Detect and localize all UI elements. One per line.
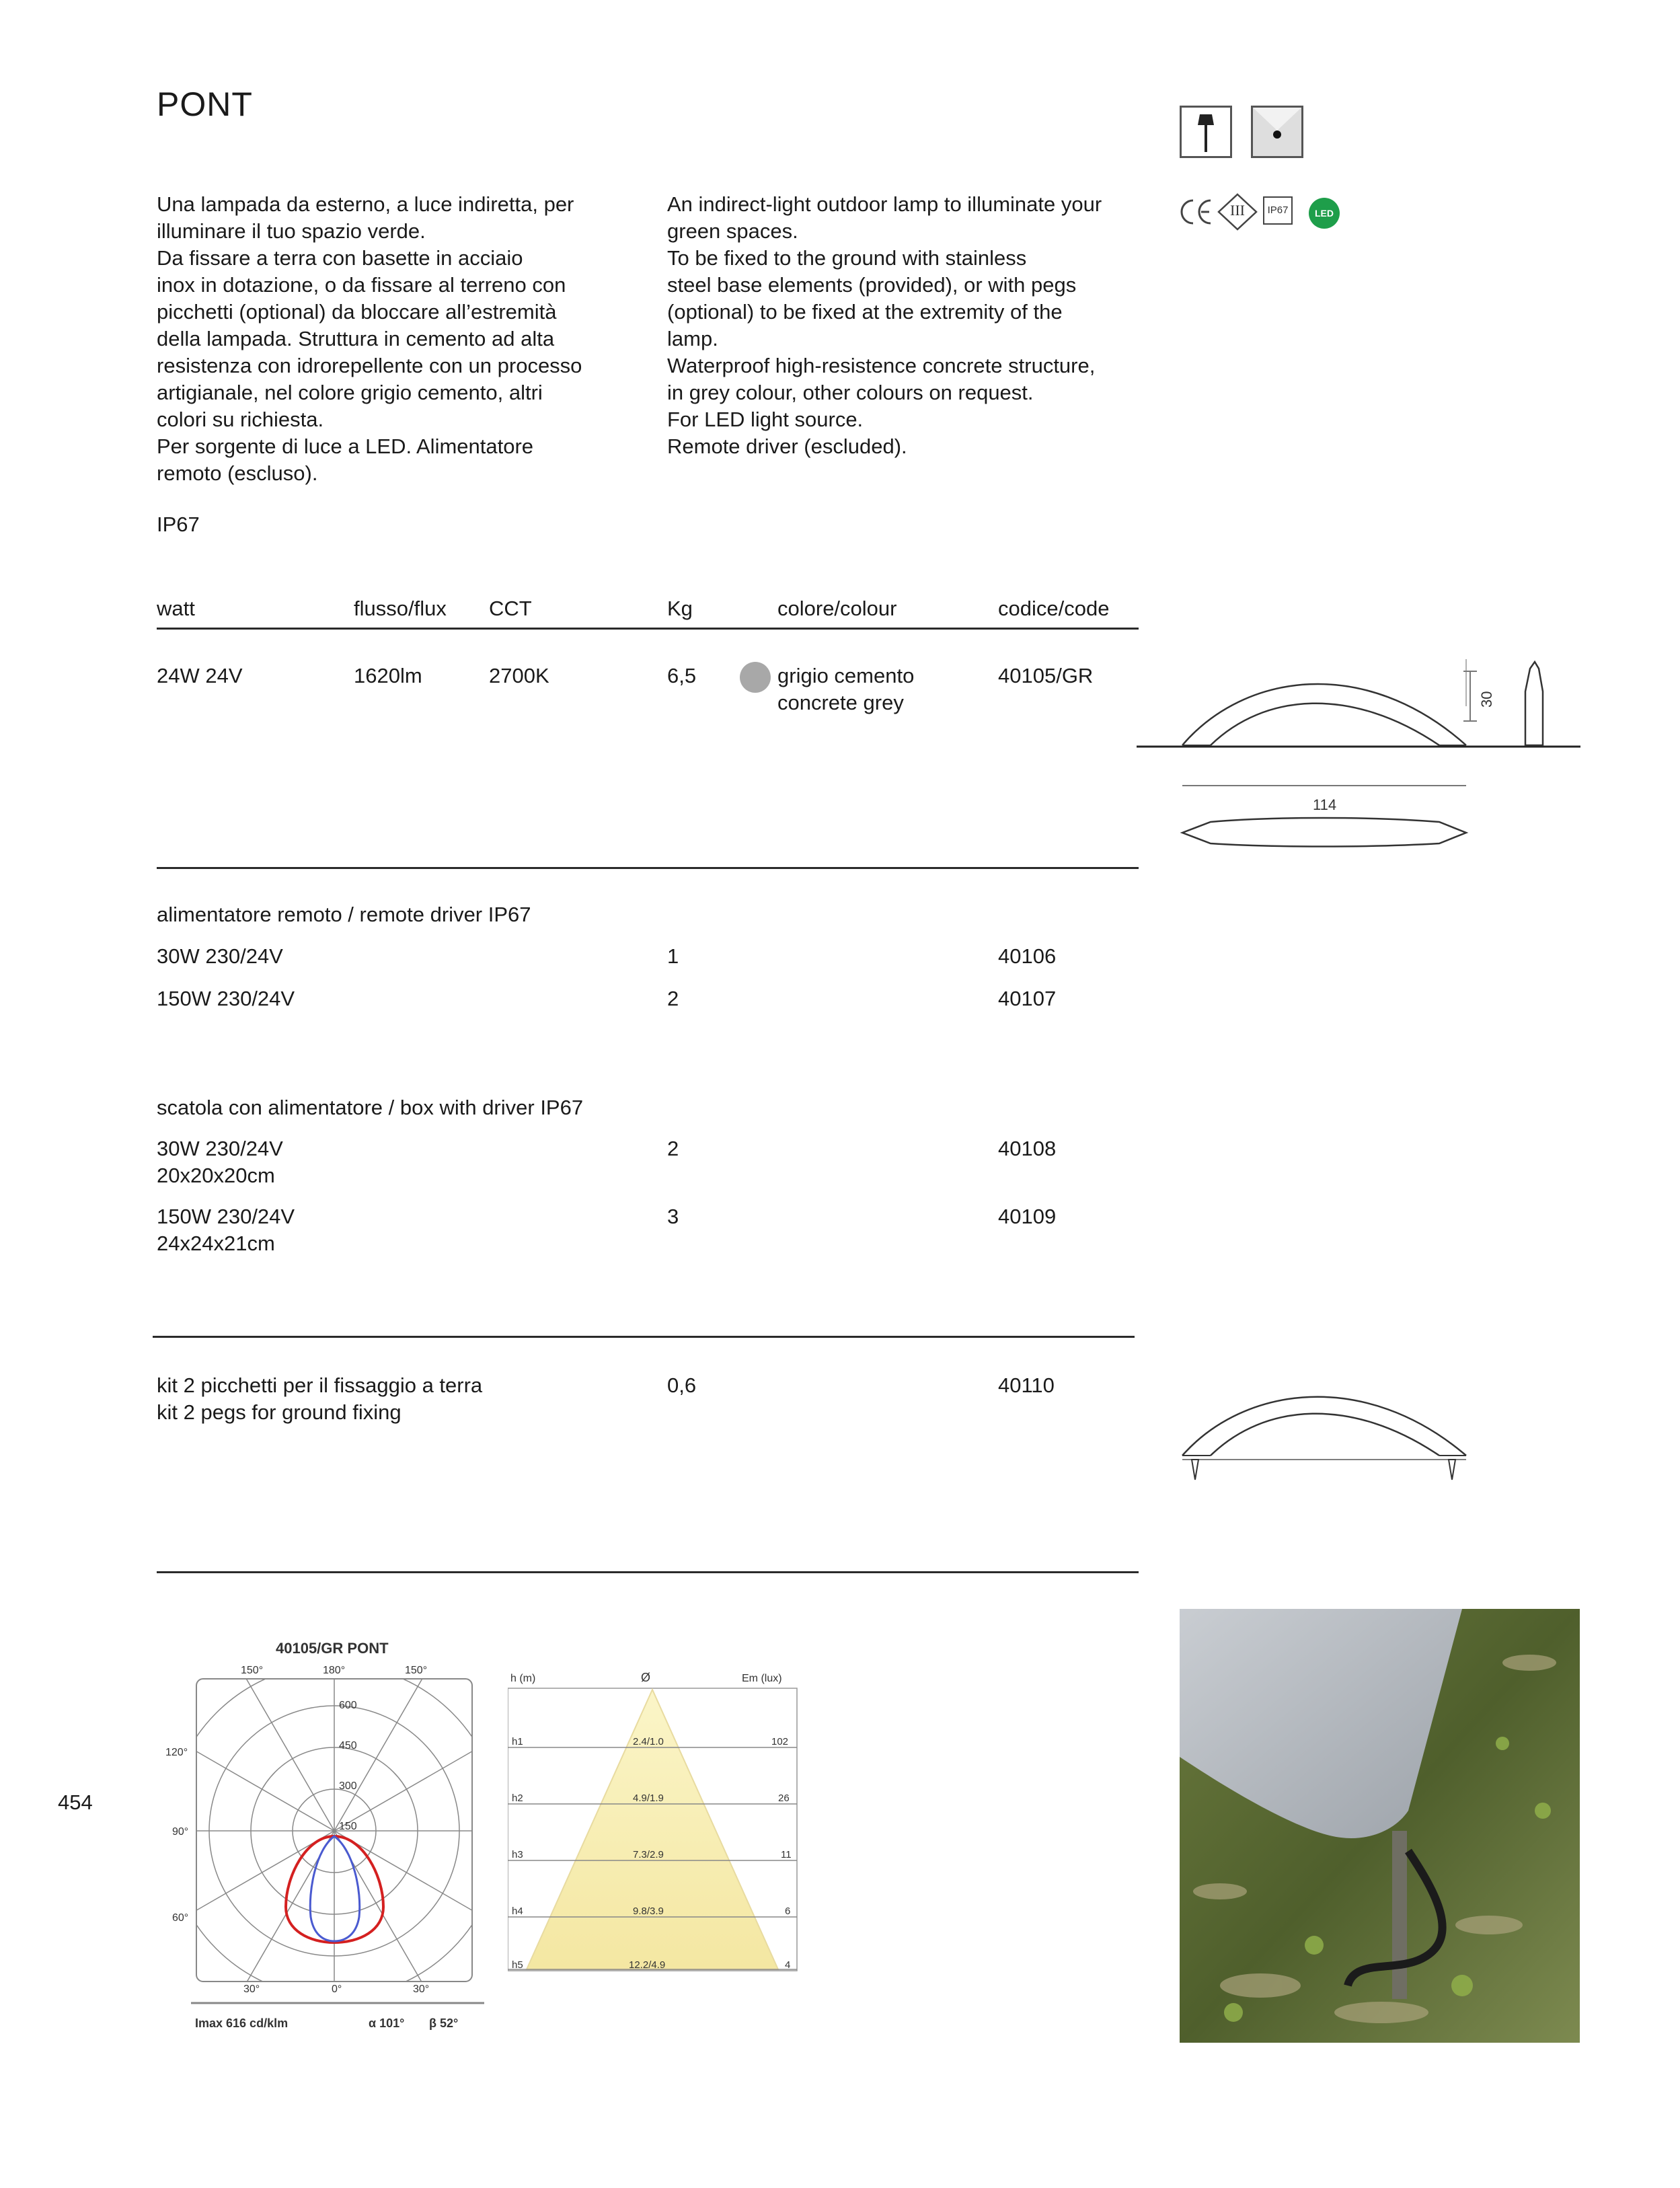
box-driver-item-1-kg: 2: [667, 1137, 679, 1160]
svg-text:26: 26: [778, 1793, 790, 1804]
remote-driver-item-1-name: 30W 230/24V: [157, 944, 283, 968]
row-kg: 6,5: [667, 664, 697, 687]
row-watt: 24W 24V: [157, 664, 243, 687]
row-colour-it: grigio cemento: [777, 664, 915, 687]
beta-value: β 52°: [429, 2016, 459, 2030]
box-driver-item-2-size: 24x24x21cm: [157, 1232, 275, 1255]
remote-driver-item-2-code: 40107: [998, 987, 1057, 1010]
svg-text:150: 150: [339, 1821, 357, 1832]
description-english: An indirect-light outdoor lamp to illuminate your green spaces. To be fixed to the ground with stainless steel base elements (provided), or with pegs (optional) to be fixed at the extremity of the lamp. Waterproof high-resistence concrete structure, in grey colour, other colours on request. For LED light source. Remote driver (escluded).: [667, 192, 1102, 458]
header-colour: colore/colour: [777, 597, 897, 620]
svg-text:102: 102: [771, 1736, 789, 1747]
svg-text:150°: 150°: [241, 1665, 264, 1676]
remote-driver-item-2-name: 150W 230/24V: [157, 987, 295, 1010]
section-divider-2: [153, 1336, 1135, 1338]
svg-text:h1: h1: [512, 1736, 523, 1747]
svg-text:h2: h2: [512, 1793, 523, 1804]
header-kg: Kg: [667, 597, 693, 620]
svg-text:9.8/3.9: 9.8/3.9: [633, 1906, 664, 1917]
svg-text:Ø: Ø: [641, 1671, 651, 1684]
colour-swatch: [740, 662, 771, 693]
svg-text:h3: h3: [512, 1849, 523, 1860]
light-cone-diagram: [508, 1668, 817, 1991]
photometry-title: 40105/GR PONT: [276, 1640, 389, 1657]
led-badge: LED: [1309, 198, 1340, 229]
svg-text:30°: 30°: [243, 1984, 260, 1995]
lamp-dimension-drawing: [1137, 659, 1587, 854]
svg-text:450: 450: [339, 1740, 357, 1751]
remote-driver-item-2-kg: 2: [667, 987, 679, 1010]
svg-text:Em (lux): Em (lux): [742, 1673, 782, 1684]
description-italian: Una lampada da esterno, a luce indiretta, per illuminare il tuo spazio verde. Da fissare a terra con basette in acciaio inox in dotazione, o da fissare al terreno con picchetti (optional) da bloccare all’estremità della lampada. Struttura in cemento ad alta resistenza con idrorepellente con un processo artigianale, nel colore grigio cemento, altri colori su richiesta. Per sorgente di luce a LED. Alimentatore remoto (escluso).: [157, 192, 582, 485]
box-driver-item-1-size: 20x20x20cm: [157, 1164, 275, 1187]
header-flux: flusso/flux: [354, 597, 447, 620]
ground-light-icon: [1251, 106, 1303, 158]
svg-text:120°: 120°: [165, 1747, 188, 1758]
svg-text:4: 4: [785, 1959, 791, 1971]
box-driver-heading: scatola con alimentatore / box with driver IP67: [157, 1096, 584, 1119]
svg-text:12.2/4.9: 12.2/4.9: [629, 1959, 666, 1971]
row-flux: 1620lm: [354, 664, 422, 687]
page-title: PONT: [157, 85, 253, 123]
header-watt: watt: [157, 597, 195, 620]
product-photo: [1180, 1609, 1580, 2043]
pegs-kit-it: kit 2 picchetti per il fissaggio a terra: [157, 1373, 483, 1397]
pegs-kit-kg: 0,6: [667, 1373, 697, 1397]
svg-text:7.3/2.9: 7.3/2.9: [633, 1849, 664, 1860]
pegs-kit-en: kit 2 pegs for ground fixing: [157, 1400, 402, 1424]
svg-text:4.9/1.9: 4.9/1.9: [633, 1793, 664, 1804]
header-cct: CCT: [489, 597, 532, 620]
pegs-kit-code: 40110: [998, 1373, 1055, 1397]
remote-driver-item-1-code: 40106: [998, 944, 1057, 968]
svg-text:h5: h5: [512, 1959, 523, 1971]
table-header-divider: [157, 628, 1139, 630]
row-colour-en: concrete grey: [777, 691, 904, 714]
ip67-badge: IP67: [1263, 196, 1293, 225]
box-driver-item-2-name: 150W 230/24V: [157, 1205, 295, 1228]
dimension-length: 114: [1313, 796, 1337, 813]
svg-text:150°: 150°: [405, 1665, 428, 1676]
svg-text:h (m): h (m): [510, 1673, 536, 1684]
row-code: 40105/GR: [998, 664, 1094, 687]
class-iii-icon: III: [1217, 193, 1258, 234]
box-driver-item-1-name: 30W 230/24V: [157, 1137, 283, 1160]
alpha-value: α 101°: [369, 2016, 405, 2030]
remote-driver-item-1-kg: 1: [667, 944, 679, 968]
row-cct: 2700K: [489, 664, 549, 687]
svg-text:60°: 60°: [172, 1912, 189, 1924]
remote-driver-heading: alimentatore remoto / remote driver IP67: [157, 903, 531, 926]
header-code: codice/code: [998, 597, 1110, 620]
svg-text:180°: 180°: [323, 1665, 346, 1676]
photometric-polar-diagram: [161, 1634, 498, 2045]
svg-text:300: 300: [339, 1780, 357, 1792]
section-divider-1: [157, 867, 1139, 869]
imax-value: Imax 616 cd/klm: [195, 2016, 289, 2030]
svg-text:0°: 0°: [332, 1984, 342, 1995]
svg-text:30°: 30°: [413, 1984, 430, 1995]
svg-text:h4: h4: [512, 1906, 523, 1917]
ce-mark-icon: [1177, 195, 1215, 232]
svg-text:6: 6: [785, 1906, 791, 1917]
svg-text:11: 11: [781, 1849, 792, 1860]
box-driver-item-2-code: 40109: [998, 1205, 1057, 1228]
pegs-kit-drawing: [1177, 1372, 1473, 1486]
svg-text:2.4/1.0: 2.4/1.0: [633, 1736, 664, 1747]
box-driver-item-1-code: 40108: [998, 1137, 1057, 1160]
page-number: 454: [58, 1790, 93, 1814]
section-divider-3: [157, 1571, 1139, 1573]
box-driver-item-2-kg: 3: [667, 1205, 679, 1228]
ip-rating: IP67: [157, 513, 200, 536]
floor-lamp-type-icon: [1180, 106, 1232, 158]
svg-text:600: 600: [339, 1700, 357, 1711]
dimension-height: 30: [1478, 691, 1495, 708]
svg-text:90°: 90°: [172, 1826, 189, 1838]
